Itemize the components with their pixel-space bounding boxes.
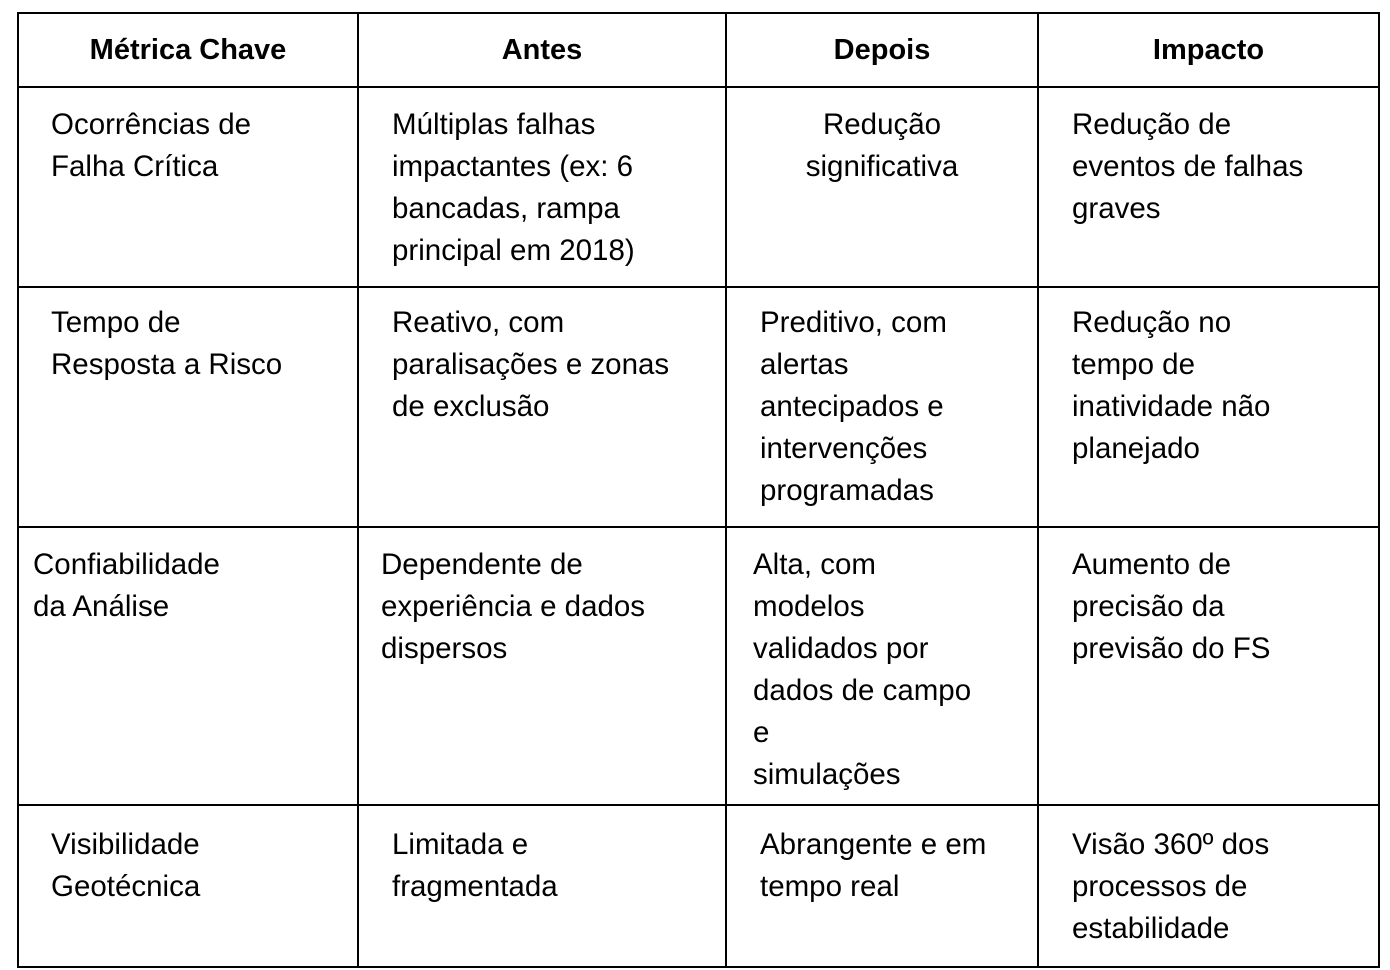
header-after: Depois [726, 13, 1038, 87]
cell-impact [1038, 527, 1379, 805]
comparison-table [17, 12, 1380, 968]
cell-text: Redução de eventos de falhas graves [1072, 108, 1304, 225]
cell-after [726, 527, 1038, 805]
header-impact: Impacto [1038, 13, 1379, 87]
cell-text: Múltiplas falhas impactantes (ex: 6 bancadas, rampa principal em 2018) [392, 108, 635, 267]
cell-before [358, 87, 726, 287]
cell-before [358, 287, 726, 527]
cell-metric [18, 805, 358, 967]
cell-text: Visibilidade Geotécnica [51, 828, 201, 903]
cell-text: Redução no tempo de inatividade não planejado [1072, 306, 1271, 465]
cell-text: Abrangente e em tempo real [760, 828, 987, 903]
cell-text: Redução significativa [805, 108, 959, 183]
cell-text: Tempo de Resposta a Risco [51, 306, 283, 381]
cell-metric [18, 87, 358, 287]
cell-text: Dependente de experiência e dados dispersos [381, 548, 646, 665]
cell-impact [1038, 287, 1379, 527]
table-header-row [18, 13, 1379, 87]
cell-impact [1038, 805, 1379, 967]
cell-metric [18, 287, 358, 527]
table-row [18, 805, 1379, 967]
cell-text: Ocorrências de Falha Crítica [51, 108, 252, 183]
cell-text: Aumento de precisão da previsão do FS [1072, 548, 1271, 665]
cell-after [726, 287, 1038, 527]
table-row [18, 87, 1379, 287]
header-metric: Métrica Chave [18, 13, 358, 87]
cell-text: Alta, com modelos validados por dados de campo e simulações [753, 548, 972, 791]
cell-text: Confiabilidade da Análise [33, 548, 220, 623]
cell-text: Preditivo, com alertas antecipados e intervenções programadas [760, 306, 947, 507]
cell-after [726, 87, 1038, 287]
cell-after [726, 805, 1038, 967]
cell-metric [18, 527, 358, 805]
cell-impact [1038, 87, 1379, 287]
cell-before [358, 805, 726, 967]
cell-text: Reativo, com paralisações e zonas de exclusão [392, 306, 670, 423]
cell-before [358, 527, 726, 805]
table-row [18, 527, 1379, 805]
table-row [18, 287, 1379, 527]
cell-text: Visão 360º dos processos de estabilidade [1072, 828, 1270, 945]
cell-text: Limitada e fragmentada [392, 828, 558, 903]
header-before: Antes [358, 13, 726, 87]
